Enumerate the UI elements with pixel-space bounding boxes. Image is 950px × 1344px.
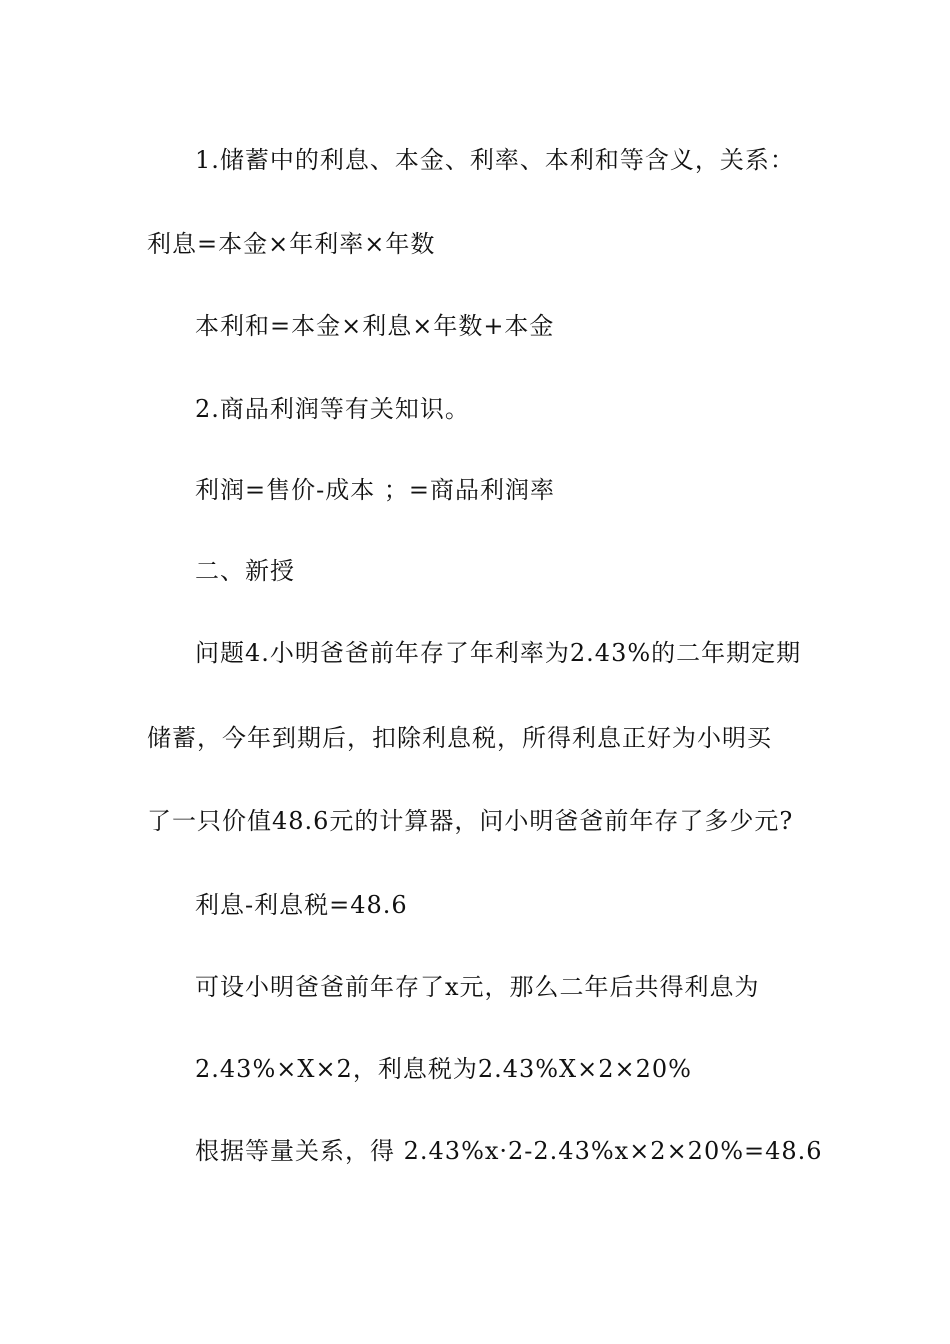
problem-4-line-2: 储蓄，今年到期后，扣除利息税，所得利息正好为小明买 <box>147 724 772 752</box>
formula-interest: 利息=本金×年利率×年数 <box>147 230 436 258</box>
paragraph-profit-knowledge: 2.商品利润等有关知识。 <box>195 395 470 423</box>
formula-principal-plus-interest: 本利和=本金×利息×年数+本金 <box>195 312 555 340</box>
solution-step-1: 可设小明爸爸前年存了x元，那么二年后共得利息为 <box>195 973 760 1001</box>
section-heading-new-lesson: 二、新授 <box>195 557 295 585</box>
equation-interest-minus-tax: 利息-利息税=48.6 <box>195 891 408 919</box>
solution-equation: 根据等量关系，得 2.43%x·2-2.43%x×2×20%=48.6 <box>195 1137 823 1165</box>
problem-4-line-1: 问题4.小明爸爸前年存了年利率为2.43%的二年期定期 <box>195 639 802 667</box>
paragraph-savings-concepts: 1.储蓄中的利息、本金、利率、本利和等含义，关系： <box>195 146 795 174</box>
problem-4-line-3: 了一只价值48.6元的计算器，问小明爸爸前年存了多少元? <box>147 807 794 835</box>
solution-step-2: 2.43%×X×2，利息税为2.43%X×2×20% <box>195 1055 692 1083</box>
formula-profit: 利润=售价-成本 ；=商品利润率 <box>195 476 555 504</box>
